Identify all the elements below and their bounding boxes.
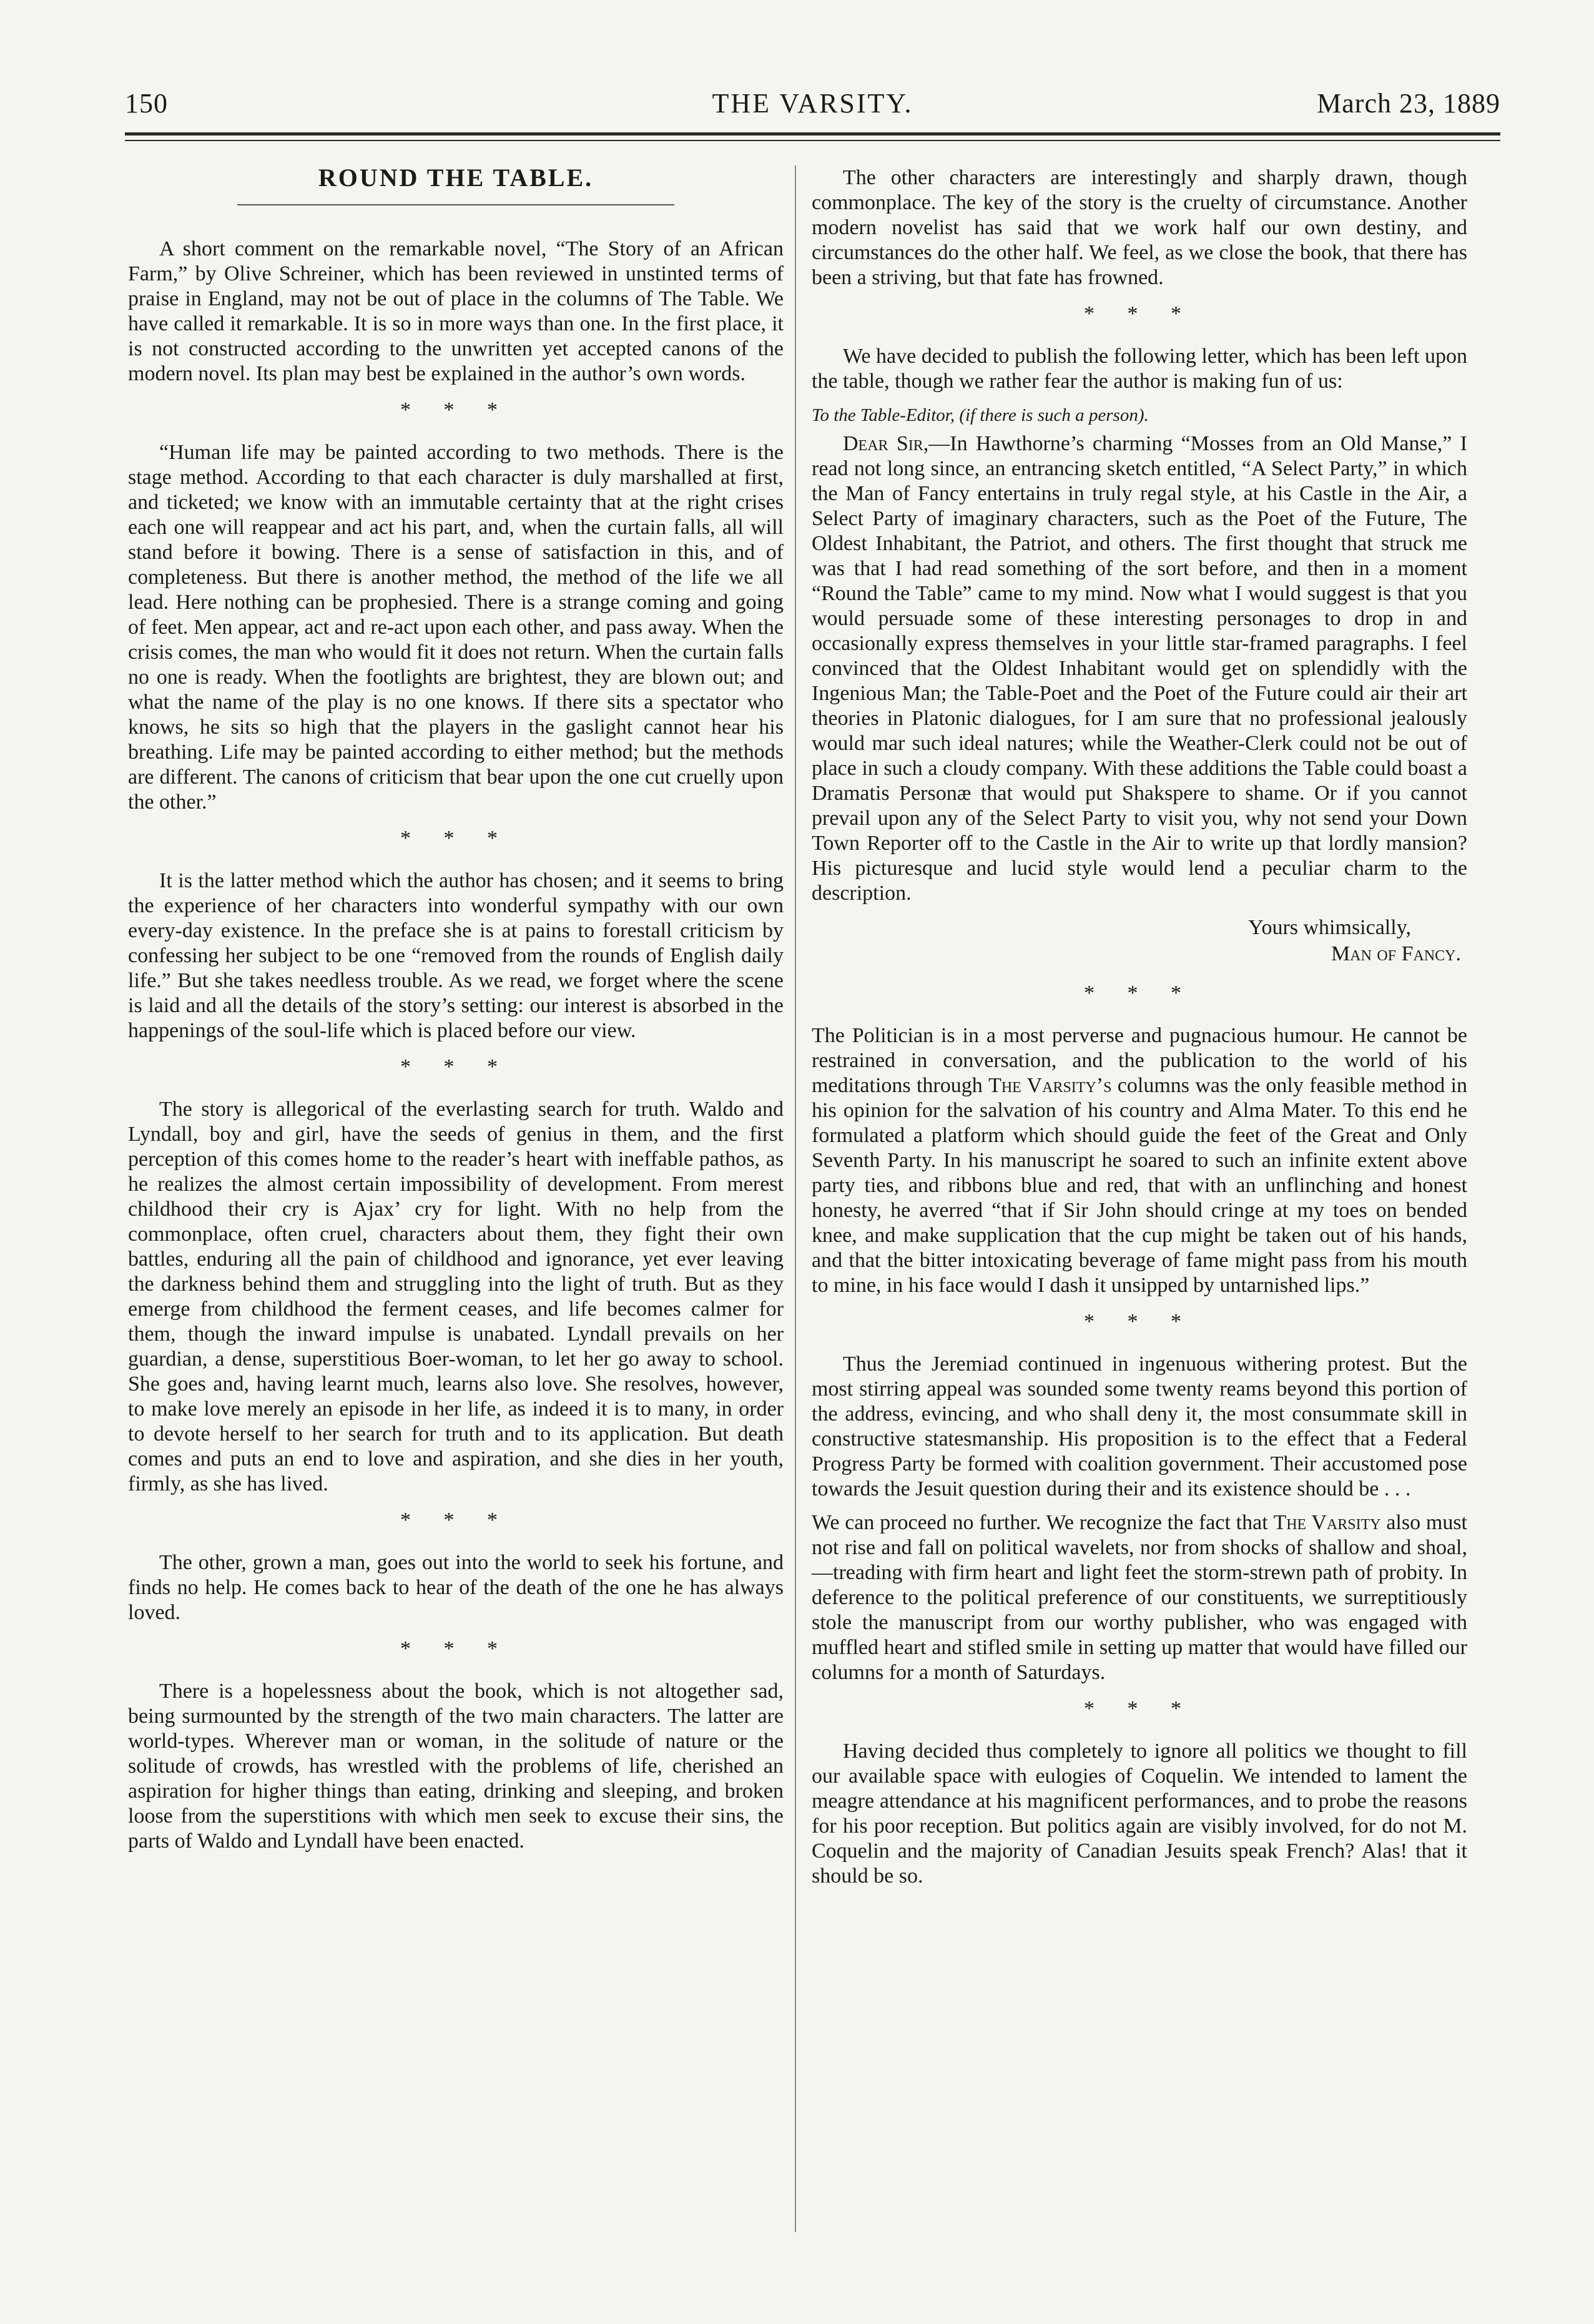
section-divider: * * * bbox=[1084, 302, 1195, 325]
page-number: 150 bbox=[125, 88, 168, 119]
column-divider bbox=[795, 165, 796, 2232]
publication-name: The Varsity’s bbox=[988, 1074, 1112, 1097]
header-rule bbox=[125, 132, 1500, 135]
paragraph: The other characters are interestingly and sharply drawn, though commonplace. The key of the story is the cruelty of circumstance. Another modern novelist has said that we work half our own destiny, and circumstances do the other half. We feel, as we close the book, that there has been a striving, but that fate has frowned. bbox=[812, 166, 1467, 289]
letter-salutation: To the Table-Editor, (if there is such a person). bbox=[812, 405, 1149, 425]
letter-body bbox=[812, 431, 1467, 906]
publication-name: The Varsity bbox=[1273, 1511, 1381, 1534]
section-divider: * * * bbox=[1084, 1697, 1195, 1720]
letter-signature: Man of Fancy. bbox=[1331, 942, 1461, 965]
quotation-paragraph: “Human life may be painted according to two methods. There is the stage method. According to that each character is duly marshalled at first, and ticketed; we know with an immutable certainty that at the right crises each one will reappear and act his part, and, when the curtain falls, all will stand before it bowing. There is a sense of satisfaction in this, and of completeness. But there is another method, the method of the life we all lead. Here nothing can be prophesied. There is a strange coming and going of feet. Men appear, act and re-act upon each other, and pass away. When the crisis comes, the man who would fit it does not return. When the curtain falls no one is ready. When the footlights are brightest, they are blown out; and what the name of the play is no one knows. If there sits a spectator who knows, he sits so high that the players in the gaslight cannot hear his breathing. Life may be painted according to either method; but the methods are different. The canons of criticism that bear upon the one cut cruelly upon the other.” bbox=[128, 441, 784, 814]
letter-closing: Yours whimsically, bbox=[1248, 916, 1411, 939]
paragraph: Thus the Jeremiad continued in ingenuous withering protest. But the most stirring appeal was sounded some twenty reams beyond this portion of the address, evincing, and who shall deny it, the most consummate skill in constructive statesmanship. His proposition is to the effect that a Federal Progress Party be formed with coalition government. Their accustomed pose towards the Jesuit question during their and its existence should be . . . bbox=[812, 1352, 1467, 1500]
letter-text: —In Hawthorne’s charming “Mosses from an Old Manse,” I read not long since, an entrancing sketch entitled, “A Select Party,” in which the Man of Fancy entertains in truly regal style, at his Castle in the Air, a Select Party of imaginary characters, such as the Poet of the Future, The Oldest Inhabitant, the Patriot, and others. The first thought that struck me was that I had read something of the sort before, and then in a moment “Round the Table” came to my mind. Now what I would suggest is that you would persuade some of these interesting personages to drop in and occasionally express themselves in your little star-framed paragraphs. I feel convinced that the Oldest Inhabitant would get on splendidly with the Ingenious Man; the Table-Poet and the Poet of the Future could air their art theories in Platonic dialogues, for I am sure that no professional jealously would mar such ideal natures; while the Weather-Clerk could not be out of place in such a cloudy company. With these additions the Table could boast a Dramatis Personæ that would put Shakspere to shame. Or if you cannot prevail upon any of the Select Party to visit you, why not send your Down Town Reporter off to the Castle in the Air to write up that lordly mansion? His picturesque and lucid style would lend a peculiar charm to the description. bbox=[812, 432, 1467, 905]
paragraph: A short comment on the remarkable novel, “The Story of an African Farm,” by Olive Schreiner, which has been reviewed in unstinted terms of praise in England, may not be out of place in the columns of The Table. We have called it remarkable. It is so in more ways than one. In the first place, it is not constructed according to the unwritten yet accepted canons of the modern novel. Its plan may best be explained in the author’s own words. bbox=[128, 237, 784, 385]
masthead-title: THE VARSITY. bbox=[712, 88, 913, 119]
letter-opening: Dear Sir, bbox=[843, 432, 929, 455]
text-run: also must not rise and fall on political wavelets, nor from shocks of shallow and shoal,—treading with firm heart and light feet the storm-strewn path of probity. In deference to the political preference of our constituents, we surreptitiously stole the manuscript from our worthy publisher, who was engaged with muffled heart and stifled smile in setting up matter that would have filled our columns for a month of Saturdays. bbox=[812, 1511, 1467, 1684]
section-divider: * * * bbox=[1084, 1310, 1195, 1333]
left-column bbox=[128, 165, 784, 1863]
paragraph: It is the latter method which the author has chosen; and it seems to bring the experience of her characters into wonderful sympathy with our own every-day existence. In the preface she is at pains to forestall criticism by confessing her subject to be one “removed from the rounds of English daily life.” But she takes needless trouble. As we read, we forget where the scene is laid and all the details of the story’s setting: our interest is absorbed in the happenings of the soul-life which is placed before our view. bbox=[128, 869, 784, 1042]
letter-signoff bbox=[812, 915, 1467, 967]
section-divider: * * * bbox=[400, 827, 511, 850]
paragraph: There is a hopelessness about the book, which is not altogether sad, being surmounted by the strength of the two main characters. The latter are world-types. Wherever man or woman, in the solitude of nature or the solitude of crowds, has wrestled with the problems of life, cherished an aspiration for higher things than eating, drinking and sleeping, and broken loose from the superstitions with which men seek to excuse their sins, the parts of Waldo and Lyndall have been enacted. bbox=[128, 1680, 784, 1853]
paragraph bbox=[812, 1510, 1467, 1685]
text-run: columns was the only feasible method in his opinion for the salvation of his country and Alma Mater. To this end he formulated a platform which should guide the feet of the Great and Only Seventh Party. In his manuscript he soared to such an infinite extent above party ties, and ribbons blue and red, that with an unflinching and honest honesty, he averred “that if Sir John should cringe at my toes on bended knee, and make supplication that the cup might be taken out of his hands, and that the bitter intoxicating beverage of fame might pass from his mouth to mine, in his face would I dash it unsipped by untarnished lips.” bbox=[812, 1074, 1467, 1297]
paragraph: The story is allegorical of the everlasting search for truth. Waldo and Lyndall, boy and girl, have the seeds of genius in them, and the first perception of this comes home to the reader’s heart with ineffable pathos, as he realizes the almost certain impossibility of development. From merest childhood their cry is Ajax’ cry for light. With no help from the commonplace, often cruel, characters about them, they fight their own battles, enduring all the pain of childhood and ignorance, yet ever leaving the darkness behind them and struggling into the light of truth. But as they emerge from childhood the ferment ceases, and life becomes calmer for them, though the inward impulse is unabated. Lyndall prevails on her guardian, a dense, superstitious Boer-woman, to let her go away to school. She goes and, having learnt much, learns also love. She resolves, however, to make love merely an episode in her life, as indeed it is to many, in order to devote herself to her search for truth and to its application. But death comes and puts an end to love and aspiration, and she dies in her youth, firmly, as she has lived. bbox=[128, 1098, 784, 1495]
paragraph: Having decided thus completely to ignore all politics we thought to fill our available space with eulogies of Coquelin. We intended to lament the meagre attendance at his magnificent performances, and to probe the reasons for his poor reception. But politics again are visibly involved, for do not M. Coquelin and the majority of Canadian Jesuits speak French? Alas! that it should be so. bbox=[812, 1740, 1467, 1888]
issue-date: March 23, 1889 bbox=[1317, 88, 1500, 119]
section-divider: * * * bbox=[400, 1509, 511, 1532]
paragraph: We have decided to publish the following letter, which has been left upon the table, though we rather fear the author is making fun of us: bbox=[812, 345, 1467, 393]
section-divider: * * * bbox=[1084, 982, 1195, 1005]
section-divider: * * * bbox=[400, 398, 511, 421]
page-header bbox=[125, 87, 1500, 131]
paragraph bbox=[812, 1023, 1467, 1298]
right-column bbox=[812, 165, 1467, 1898]
section-divider: * * * bbox=[400, 1055, 511, 1078]
text-run: The Politician is in a most perverse and pugnacious humour. He cannot be restrained in conversation, and the publication to the world of his meditations through bbox=[812, 1024, 1467, 1097]
section-title: ROUND THE TABLE. bbox=[318, 164, 594, 192]
header-rule-thin bbox=[125, 140, 1500, 141]
section-divider: * * * bbox=[400, 1637, 511, 1660]
paragraph: The other, grown a man, goes out into the world to seek his fortune, and finds no help. He comes back to hear of the death of the one he has always loved. bbox=[128, 1551, 784, 1624]
text-run: We can proceed no further. We recognize the fact that bbox=[812, 1511, 1274, 1534]
title-rule bbox=[237, 204, 674, 205]
